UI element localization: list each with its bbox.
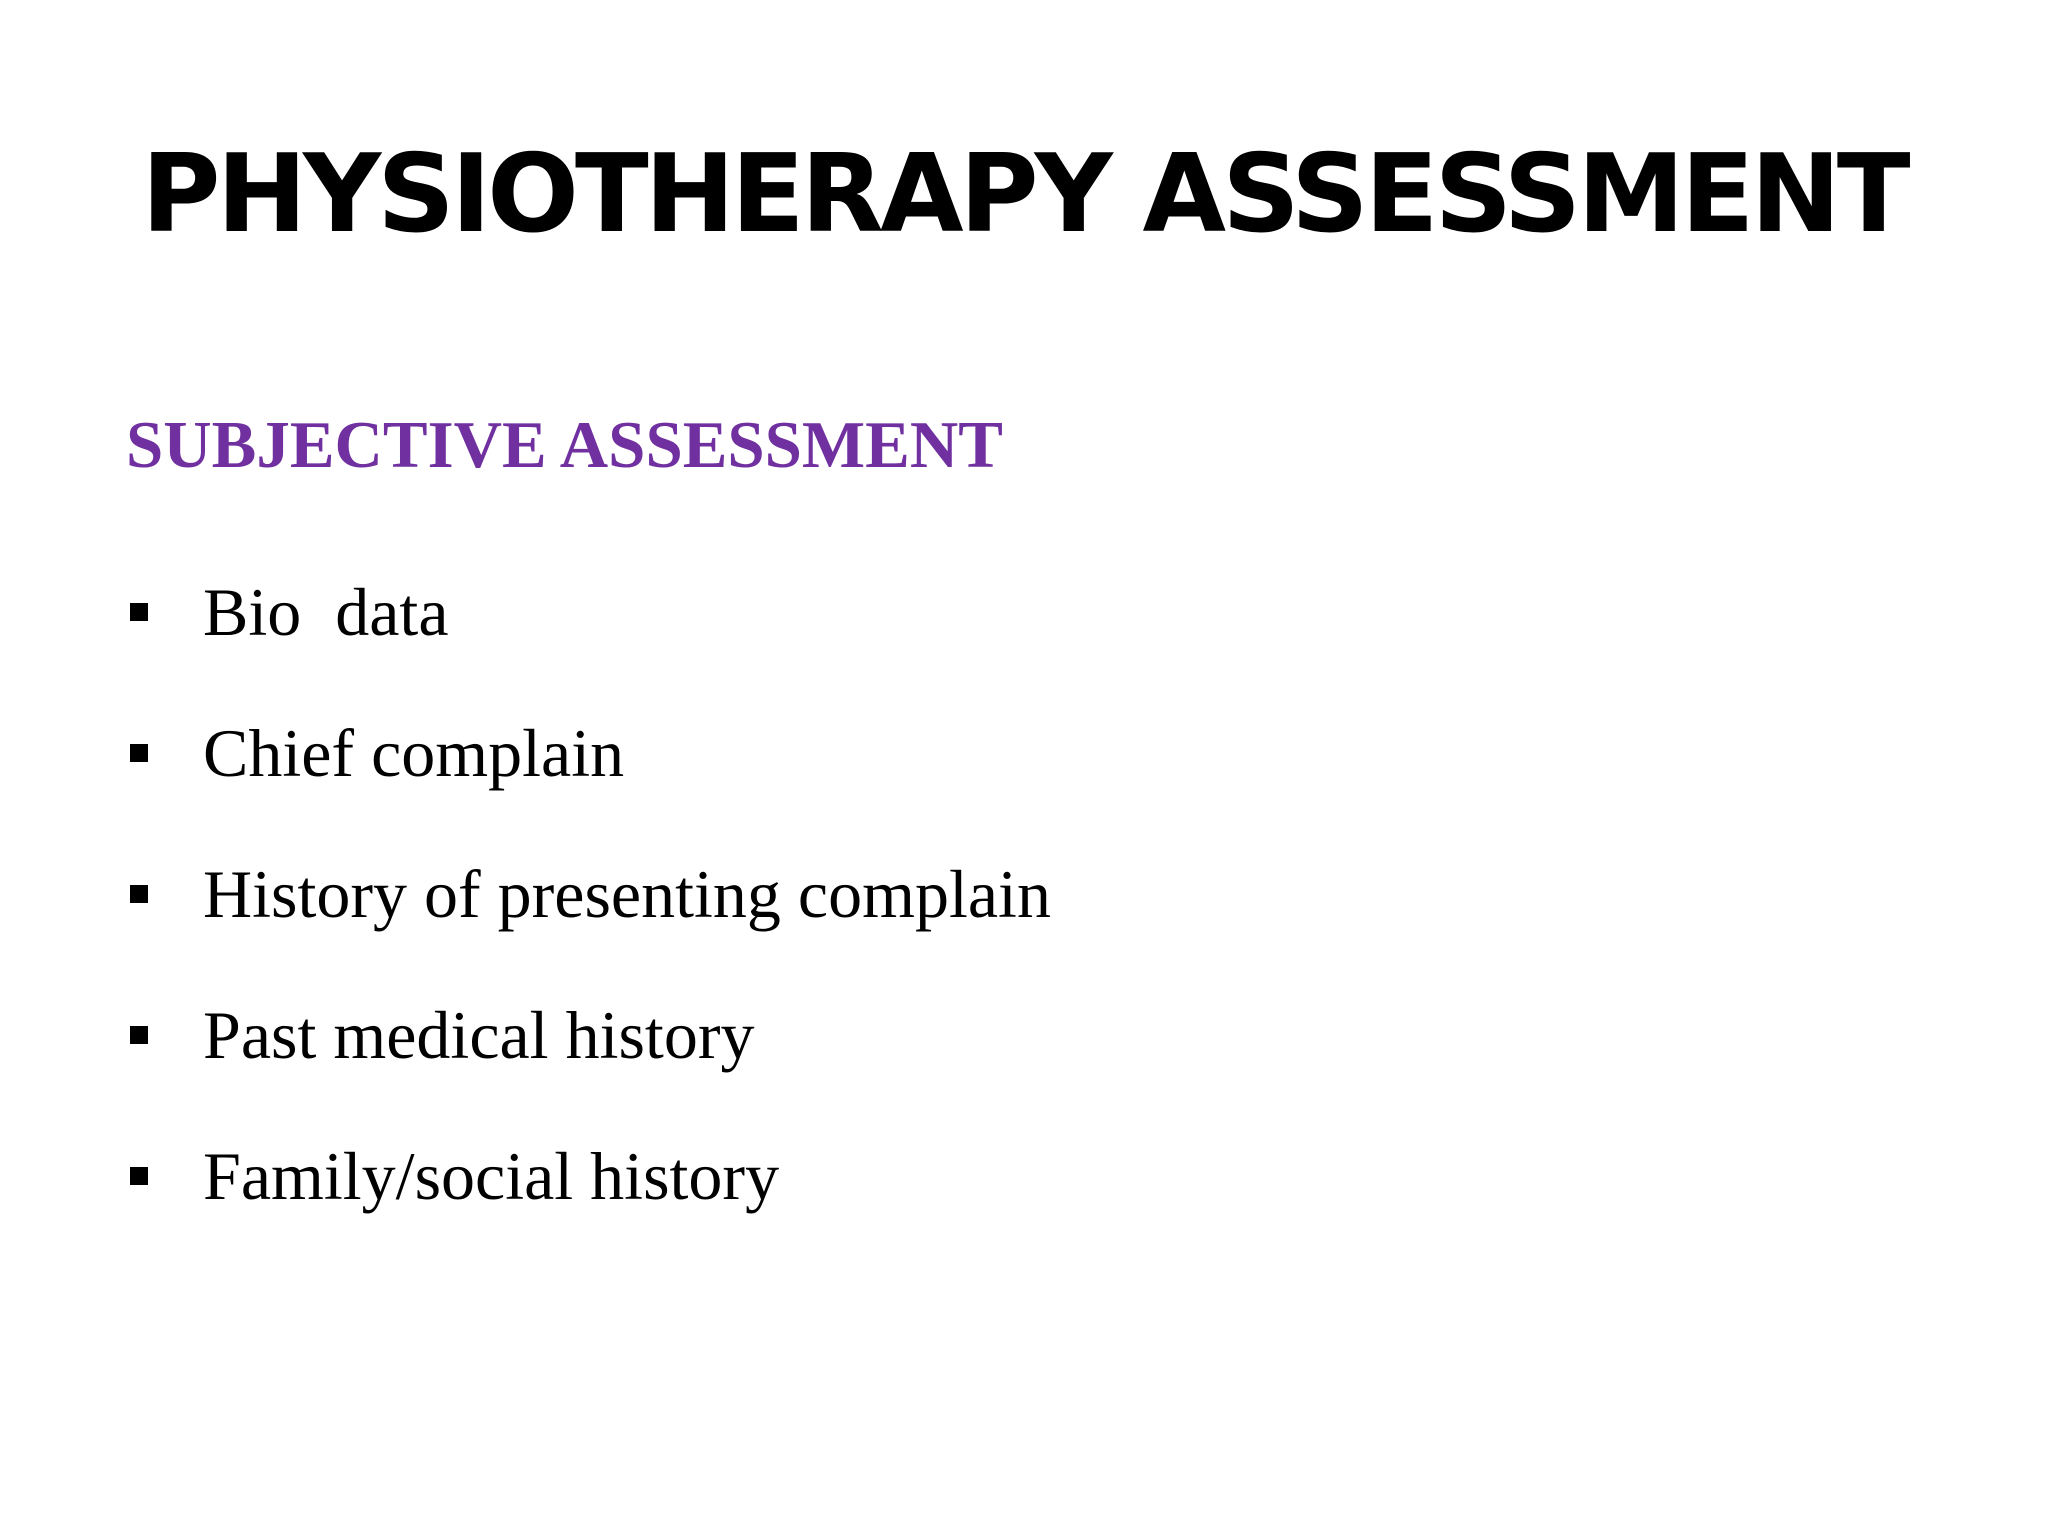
- square-bullet-icon: [130, 1026, 148, 1044]
- square-bullet-icon: [130, 1167, 148, 1185]
- square-bullet-icon: [130, 885, 148, 903]
- list-item: [126, 823, 1051, 964]
- list-item: [126, 682, 1051, 823]
- bullet-text: Past medical history: [203, 996, 755, 1073]
- square-bullet-icon: [130, 744, 148, 762]
- bullet-text: Family/social history: [203, 1137, 780, 1214]
- square-bullet-icon: [130, 603, 148, 621]
- bullet-text: History of presenting complain: [203, 855, 1051, 932]
- list-item: [126, 541, 1051, 682]
- bullet-text: Chief complain: [203, 714, 625, 791]
- list-item: [126, 1105, 1051, 1246]
- bullet-list: [126, 541, 1051, 1246]
- slide-title: PHYSIOTHERAPY ASSESSMENT: [141, 132, 1907, 257]
- list-item: [126, 964, 1051, 1105]
- bullet-text: Bio data: [203, 573, 449, 650]
- section-heading: SUBJECTIVE ASSESSMENT: [126, 408, 1003, 482]
